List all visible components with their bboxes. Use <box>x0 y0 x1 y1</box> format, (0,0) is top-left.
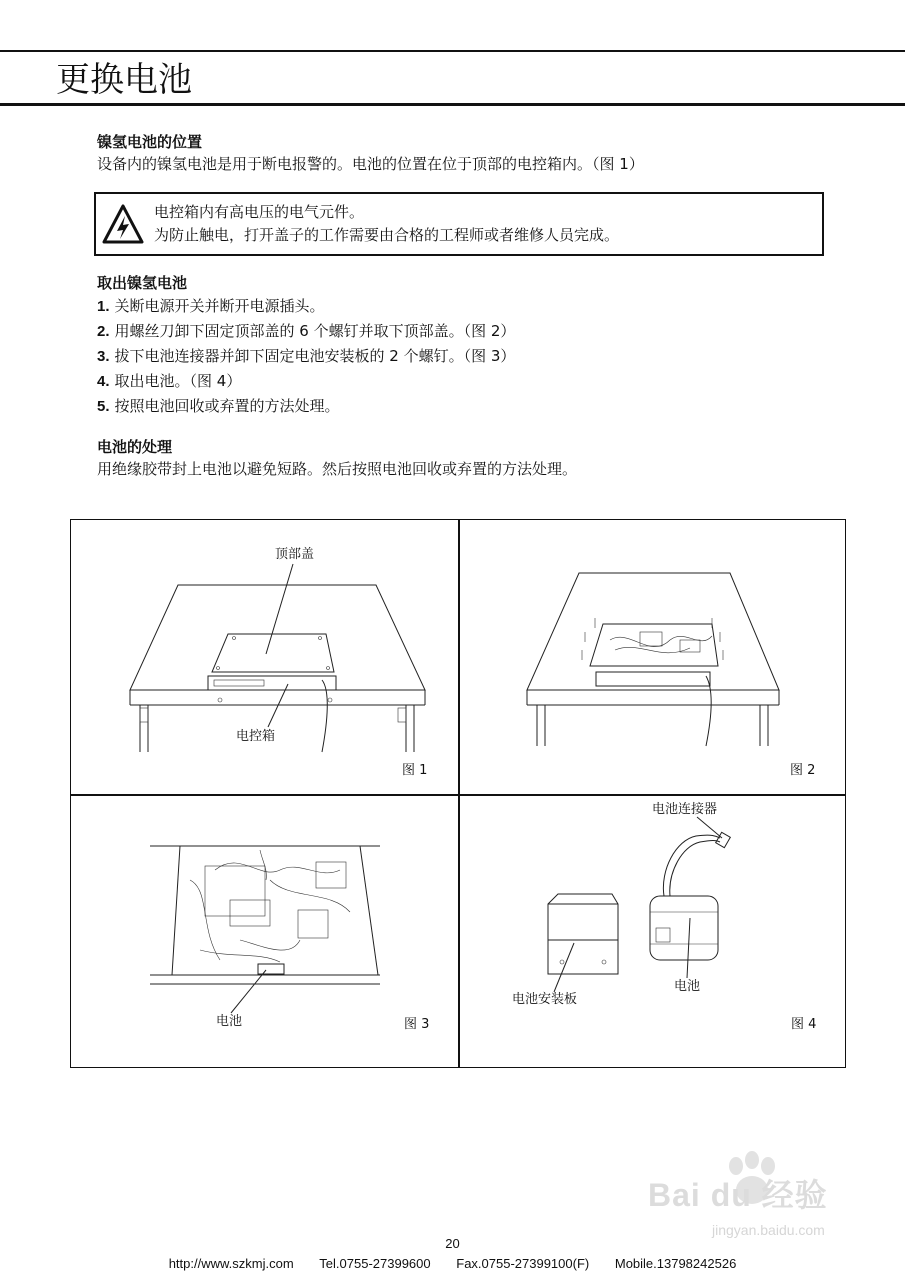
location-text: 设备内的镍氢电池是用于断电报警的。电池的位置在位于顶部的电控箱内。（图 1） <box>97 155 644 173</box>
label-battery-fig3: 电池 <box>216 1014 243 1029</box>
watermark-brand: Bai du 经验 <box>648 1177 828 1213</box>
label-battery-mounting-plate: 电池安装板 <box>512 992 578 1007</box>
page-number: 20 <box>445 1236 460 1251</box>
location-heading: 镍氢电池的位置 <box>97 133 203 151</box>
step-item: 1. 关断电源开关并断开电源插头。 <box>97 297 325 315</box>
footer-mobile: Mobile.13798242526 <box>614 1256 737 1271</box>
label-battery-fig4: 电池 <box>674 979 701 994</box>
step-item: 5. 按照电池回收或弃置的方法处理。 <box>97 397 340 415</box>
footer <box>0 1256 905 1271</box>
removal-heading: 取出镍氢电池 <box>97 274 188 292</box>
page-title: 更换电池 <box>56 60 192 100</box>
figure-3-caption: 图 3 <box>404 1017 430 1032</box>
disposal-heading: 电池的处理 <box>97 438 173 456</box>
footer-website: http://www.szkmj.com <box>168 1256 294 1271</box>
warning-line-2: 为防止触电，打开盖子的工作需要由合格的工程师或者维修人员完成。 <box>154 226 620 244</box>
warning-line-1: 电控箱内有高电压的电气元件。 <box>154 203 365 221</box>
step-item: 2. 用螺丝刀卸下固定顶部盖的 6 个螺钉并取下顶部盖。（图 2） <box>97 322 516 340</box>
label-top-cover: 顶部盖 <box>275 547 315 562</box>
label-battery-connector: 电池连接器 <box>652 802 718 817</box>
watermark-url: jingyan.baidu.com <box>712 1222 825 1238</box>
figure-2-caption: 图 2 <box>790 763 816 778</box>
step-item: 4. 取出电池。（图 4） <box>97 372 242 390</box>
footer-tel: Tel.0755-27399600 <box>319 1256 431 1271</box>
step-item: 3. 拔下电池连接器并卸下固定电池安装板的 2 个螺钉。（图 3） <box>97 347 516 365</box>
figure-1-caption: 图 1 <box>402 763 428 778</box>
label-control-box: 电控箱 <box>236 729 276 744</box>
disposal-text: 用绝缘胶带封上电池以避免短路。然后按照电池回收或弃置的方法处理。 <box>97 460 578 478</box>
figure-4-caption: 图 4 <box>791 1017 817 1032</box>
footer-fax: Fax.0755-27399100(F) <box>456 1256 590 1271</box>
